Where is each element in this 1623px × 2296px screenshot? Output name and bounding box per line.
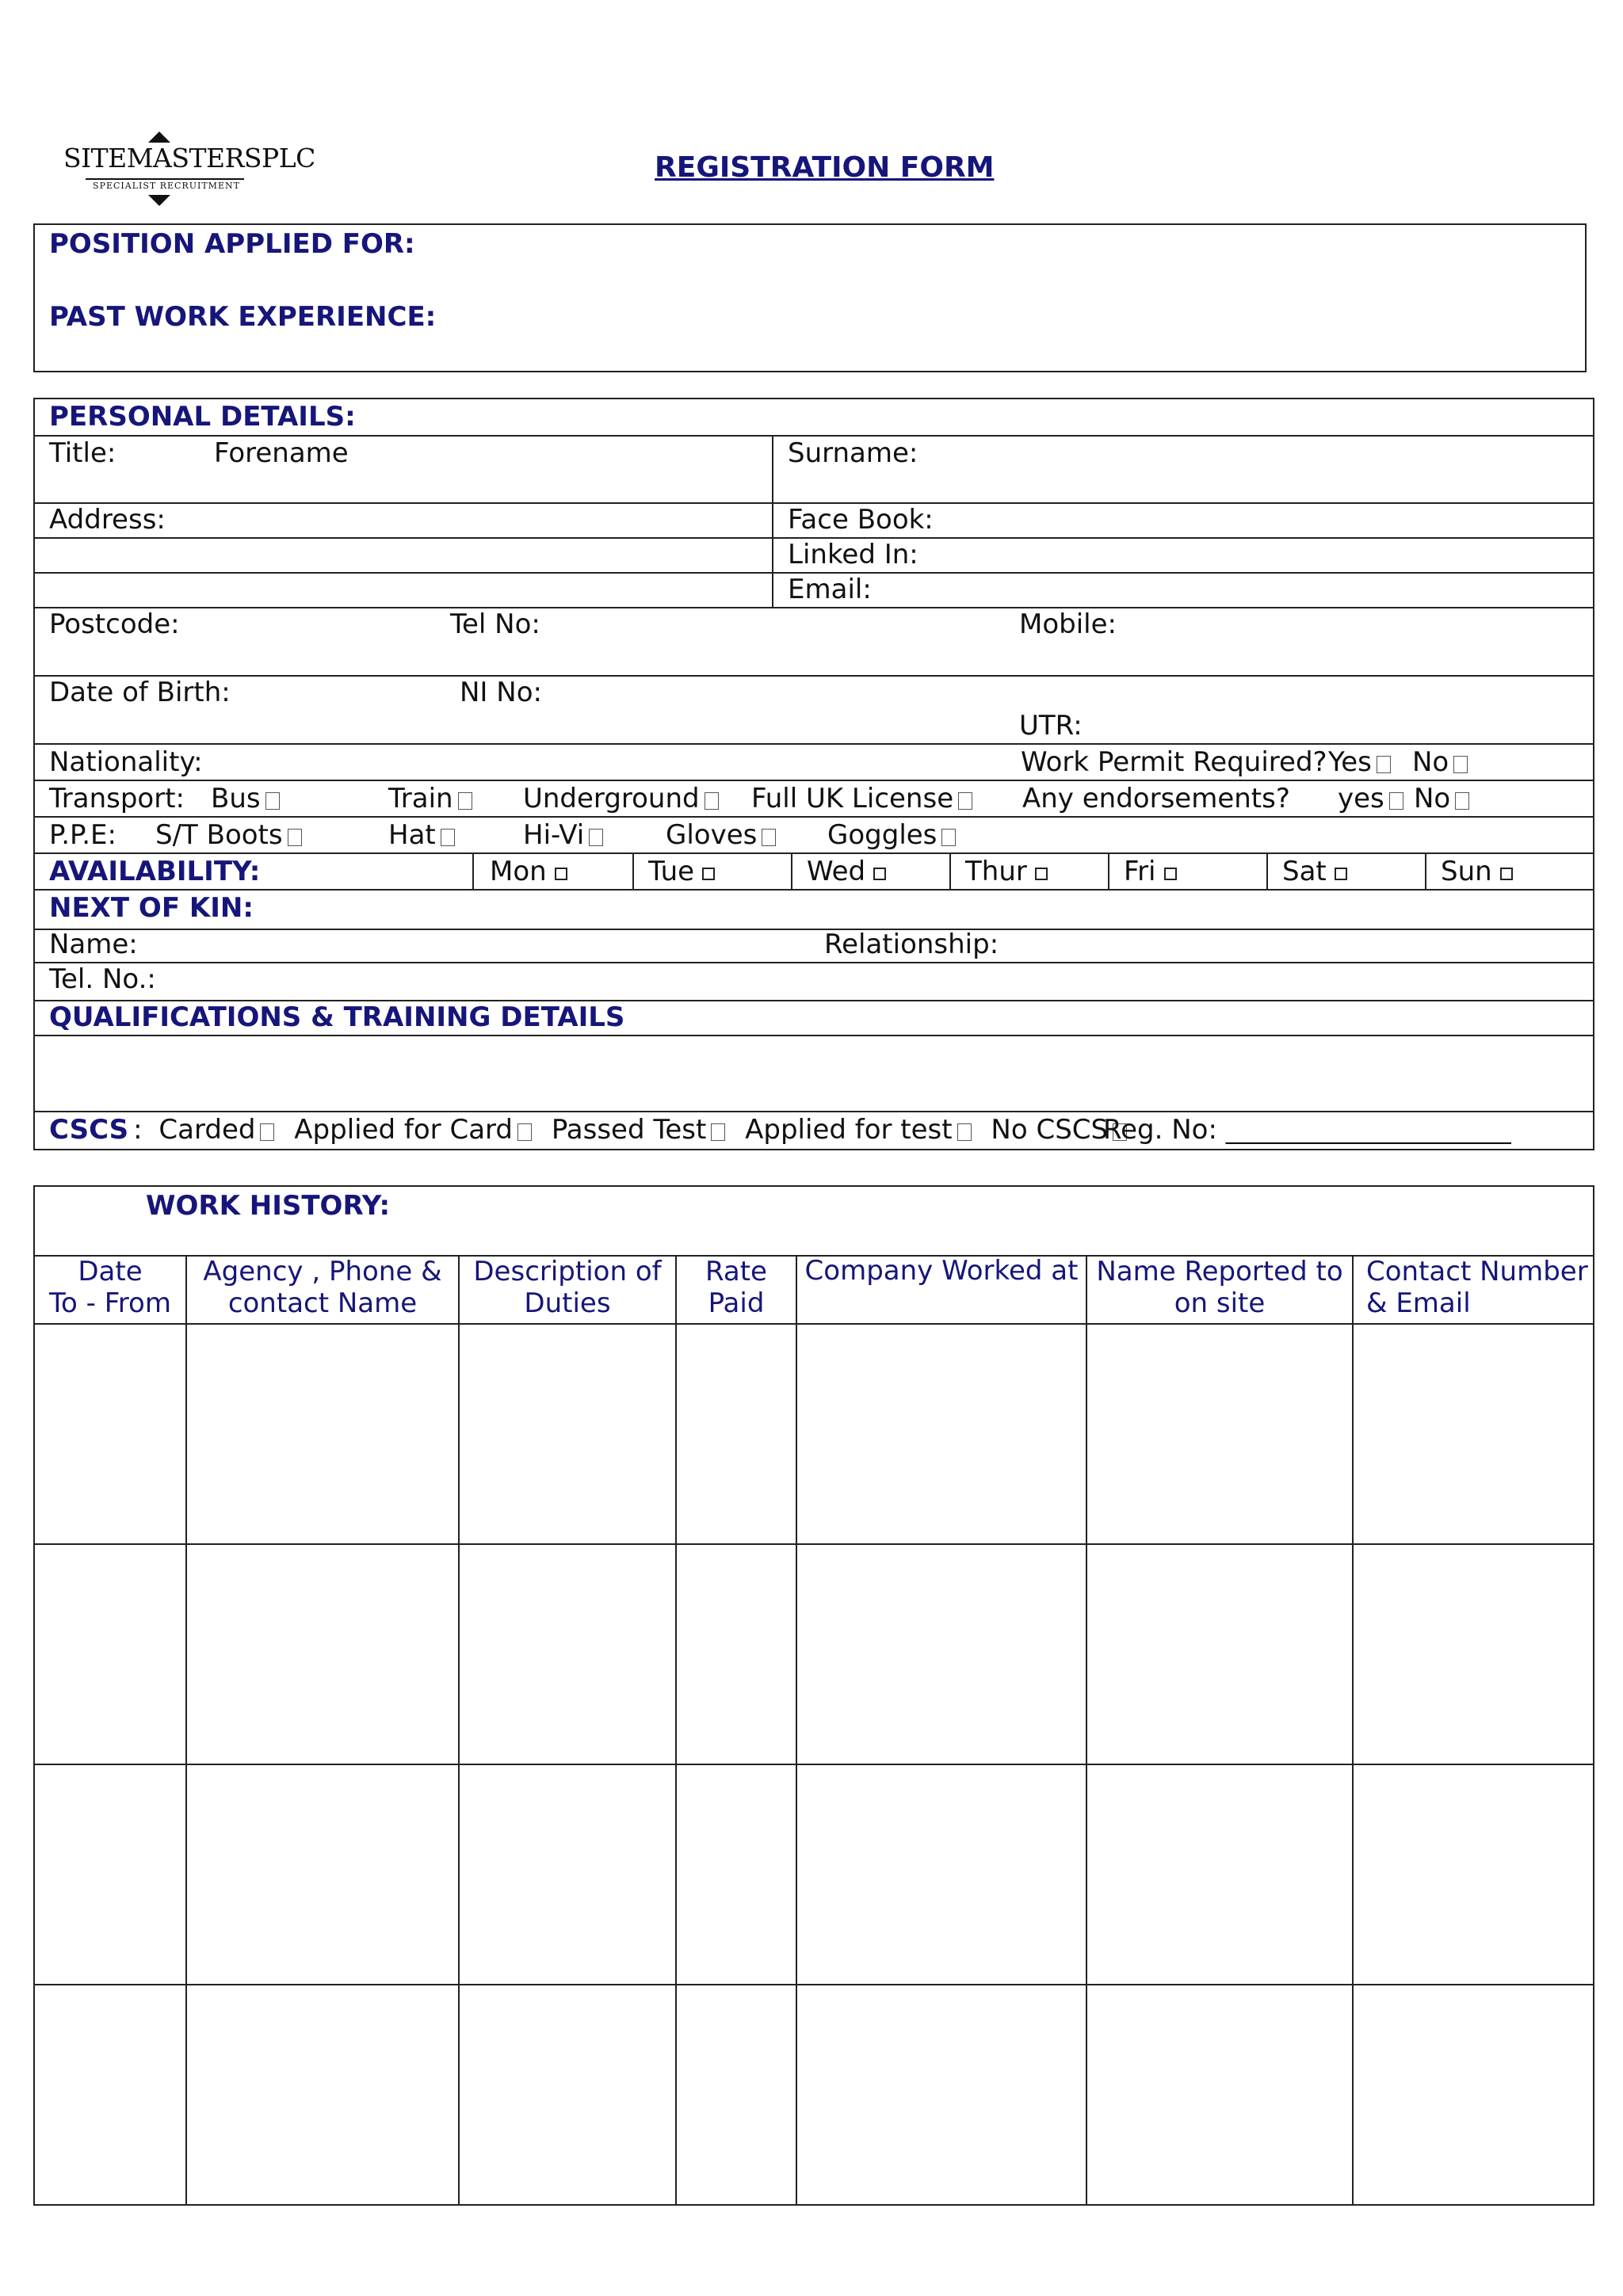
transport-license[interactable]: Full UK License [751, 783, 972, 814]
table-row[interactable] [35, 1765, 1593, 1984]
checkbox-icon[interactable] [441, 829, 455, 846]
ppe-boots[interactable]: S/T Boots [155, 819, 302, 851]
endorsements-yes[interactable]: yes [1338, 783, 1403, 814]
checkbox-icon[interactable] [589, 829, 603, 846]
forename-field[interactable]: Forename [214, 437, 349, 469]
qualifications-header: QUALIFICATIONS & TRAINING DETAILS [49, 1001, 625, 1033]
kin-header: NEXT OF KIN: [49, 892, 254, 924]
tel-field[interactable]: Tel No: [450, 608, 540, 640]
checkbox-icon[interactable] [1035, 868, 1048, 880]
cscs-reg-field[interactable]: Reg. No: ________________________ [1103, 1114, 1511, 1146]
linkedin-field[interactable]: Linked In: [788, 539, 918, 570]
endorsements-no[interactable]: No [1414, 783, 1469, 814]
col-description: Description of Duties [473, 1256, 662, 1319]
cscs-label: CSCS [49, 1114, 129, 1146]
checkbox-icon[interactable] [873, 868, 886, 880]
title-field[interactable]: Title: [49, 437, 116, 469]
ppe-label: P.P.E: [49, 819, 116, 851]
table-row[interactable] [35, 1545, 1593, 1764]
transport-underground[interactable]: Underground [523, 783, 719, 814]
position-label[interactable]: POSITION APPLIED FOR: [49, 228, 415, 260]
address-field[interactable]: Address: [49, 504, 166, 536]
nationality-field[interactable]: Nationality: [49, 746, 203, 778]
checkbox-icon[interactable] [288, 829, 302, 846]
checkbox-icon[interactable] [1335, 868, 1347, 880]
ppe-gloves[interactable]: Gloves [666, 819, 776, 851]
checkbox-icon[interactable] [1377, 756, 1391, 773]
col-contact: Contact Number & Email [1366, 1256, 1588, 1319]
surname-field[interactable]: Surname: [788, 437, 918, 469]
checkbox-icon[interactable] [517, 1123, 532, 1141]
email-field[interactable]: Email: [788, 574, 872, 605]
cscs-applied-card[interactable]: Applied for Card [294, 1114, 532, 1146]
availability-header: AVAILABILITY: [49, 856, 261, 887]
checkbox-icon[interactable] [702, 868, 715, 880]
table-row[interactable] [35, 1985, 1593, 2204]
checkbox-icon[interactable] [1500, 868, 1513, 880]
checkbox-icon[interactable] [1455, 792, 1469, 810]
cscs-row [49, 1114, 1127, 1146]
dob-field[interactable]: Date of Birth: [49, 677, 231, 708]
qualifications-input-area[interactable] [35, 1036, 1593, 1109]
checkbox-icon[interactable] [711, 1123, 725, 1141]
postcode-field[interactable]: Postcode: [49, 608, 180, 640]
transport-train[interactable]: Train [388, 783, 472, 814]
table-row[interactable] [35, 1325, 1593, 1543]
cscs-carded[interactable]: Carded [158, 1114, 274, 1146]
work-history-header: WORK HISTORY: [146, 1190, 391, 1222]
checkbox-icon[interactable] [941, 829, 956, 846]
checkbox-icon[interactable] [265, 792, 280, 810]
ppe-hat[interactable]: Hat [388, 819, 455, 851]
checkbox-icon[interactable] [762, 829, 776, 846]
ppe-hivi[interactable]: Hi-Vi [523, 819, 603, 851]
col-reported-to: Name Reported to on site [1096, 1256, 1343, 1319]
checkbox-icon[interactable] [555, 868, 567, 880]
transport-bus[interactable]: Bus [211, 783, 280, 814]
col-date: Date To - From [49, 1256, 171, 1319]
checkbox-icon[interactable] [1389, 792, 1403, 810]
checkbox-icon[interactable] [958, 792, 972, 810]
checkbox-icon[interactable] [260, 1123, 274, 1141]
ni-field[interactable]: NI No: [460, 677, 542, 708]
work-permit-label: Work Permit Required? [1021, 746, 1327, 778]
experience-label[interactable]: PAST WORK EXPERIENCE: [49, 301, 437, 333]
day-thur[interactable]: Thur [965, 856, 1048, 887]
checkbox-icon[interactable] [957, 1123, 972, 1141]
logo-tagline: SPECIALIST RECRUITMENT [93, 181, 240, 191]
logo-name: SITEMASTERSPLC [63, 143, 315, 174]
cscs-colon: : [133, 1114, 143, 1146]
cscs-no[interactable]: No CSCS [991, 1114, 1127, 1146]
kin-relationship-field[interactable]: Relationship: [824, 929, 999, 960]
kin-tel-field[interactable]: Tel. No.: [49, 963, 156, 995]
ppe-goggles[interactable]: Goggles [827, 819, 956, 851]
day-wed[interactable]: Wed [807, 856, 886, 887]
cscs-passed[interactable]: Passed Test [552, 1114, 726, 1146]
day-sat[interactable]: Sat [1282, 856, 1347, 887]
checkbox-icon[interactable] [1453, 756, 1468, 773]
day-tue[interactable]: Tue [648, 856, 715, 887]
facebook-field[interactable]: Face Book: [788, 504, 934, 536]
checkbox-icon[interactable] [1164, 868, 1177, 880]
day-sun[interactable]: Sun [1441, 856, 1513, 887]
transport-label: Transport: [49, 783, 185, 814]
page-title: REGISTRATION FORM [655, 151, 995, 184]
col-agency: Agency , Phone & contact Name [203, 1256, 442, 1319]
work-permit-no[interactable]: No [1412, 746, 1468, 778]
checkbox-icon[interactable] [705, 792, 719, 810]
day-mon[interactable]: Mon [490, 856, 567, 887]
work-permit-yes[interactable]: Yes [1328, 746, 1391, 778]
day-fri[interactable]: Fri [1124, 856, 1177, 887]
col-rate: Rate Paid [705, 1256, 767, 1319]
utr-field[interactable]: UTR: [1019, 710, 1083, 742]
cscs-applied-test[interactable]: Applied for test [745, 1114, 971, 1146]
checkbox-icon[interactable] [458, 792, 472, 810]
col-company: Company Worked at [804, 1255, 1079, 1287]
mobile-field[interactable]: Mobile: [1019, 608, 1117, 640]
company-logo [63, 130, 315, 209]
personal-details-header: PERSONAL DETAILS: [49, 401, 356, 433]
endorsements-label: Any endorsements? [1022, 783, 1290, 814]
kin-name-field[interactable]: Name: [49, 929, 138, 960]
